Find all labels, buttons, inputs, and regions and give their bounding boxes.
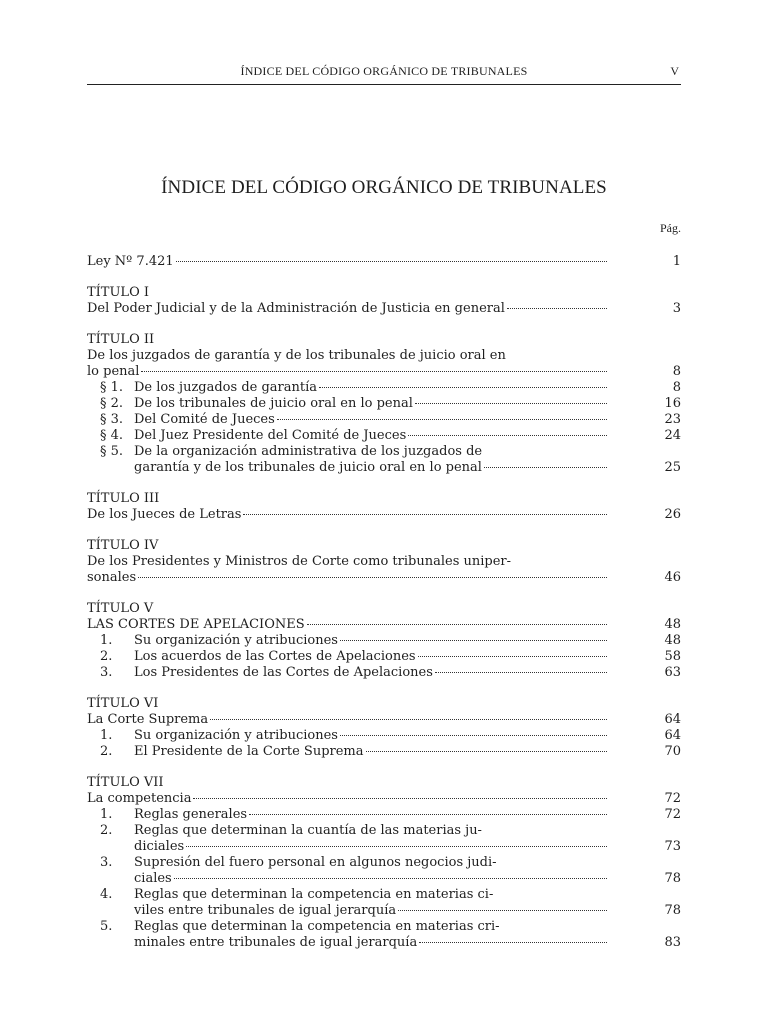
section-heading: TÍTULO VII [87, 775, 164, 790]
entry-page-number: 58 [664, 649, 681, 664]
toc-entry[interactable] [87, 348, 681, 380]
entry-number: 1. [100, 807, 113, 822]
entry-title: Del Comité de Jueces [134, 412, 275, 427]
toc-entry[interactable] [87, 887, 681, 919]
toc-entry[interactable] [87, 428, 681, 444]
entry-title: La Corte Suprema [87, 712, 209, 727]
toc-entry[interactable] [87, 823, 681, 855]
toc-section [87, 332, 681, 476]
toc-section [87, 775, 681, 951]
entry-text-line: De los juzgados de garantía y de los tribunales de juicio oral en [87, 348, 506, 363]
entry-page-number: 73 [664, 839, 681, 854]
entry-title: diciales [134, 839, 185, 854]
entry-page-number: 48 [664, 617, 681, 632]
entry-page-number: 72 [664, 791, 681, 806]
dot-leader [141, 371, 607, 372]
dot-leader [340, 640, 607, 641]
dot-leader [193, 798, 607, 799]
toc-entry[interactable] [87, 554, 681, 586]
entry-number: § 1. [100, 380, 124, 395]
entry-page-number: 25 [664, 460, 681, 475]
dot-leader [507, 308, 607, 309]
table-of-contents [87, 254, 681, 966]
entry-text-line: Reglas que determinan la competencia en materias cri- [134, 919, 500, 934]
entry-title: ciales [134, 871, 172, 886]
dot-leader [249, 814, 607, 815]
entry-title: viles entre tribunales de igual jerarquía [134, 903, 397, 918]
toc-entry[interactable] [87, 254, 681, 270]
running-header [87, 62, 681, 85]
entry-page-number: 72 [664, 807, 681, 822]
entry-title: garantía y de los tribunales de juicio oral en lo penal [134, 460, 482, 475]
entry-title: lo penal [87, 364, 140, 379]
entry-number: 4. [100, 887, 113, 902]
entry-number: 2. [100, 823, 113, 838]
toc-section [87, 285, 681, 317]
entry-title: De los tribunales de juicio oral en lo penal [134, 396, 413, 411]
dot-leader [243, 514, 607, 515]
dot-leader [435, 672, 607, 673]
toc-entry[interactable] [87, 617, 681, 633]
toc-entry[interactable] [87, 744, 681, 760]
toc-entry[interactable] [87, 633, 681, 649]
running-title: ÍNDICE DEL CÓDIGO ORGÁNICO DE TRIBUNALES [240, 64, 528, 78]
entry-number: § 2. [100, 396, 124, 411]
entry-number: 2. [100, 649, 113, 664]
entry-page-number: 26 [664, 507, 681, 522]
entry-title: De los Jueces de Letras [87, 507, 242, 522]
entry-number: 5. [100, 919, 113, 934]
entry-page-number: 3 [672, 301, 681, 316]
entry-title: minales entre tribunales de igual jerarquía [134, 935, 418, 950]
section-heading: TÍTULO I [87, 285, 149, 300]
section-heading: TÍTULO III [87, 491, 160, 506]
dot-leader [415, 403, 607, 404]
entry-number: § 5. [100, 444, 124, 459]
entry-title: sonales [87, 570, 137, 585]
toc-entry[interactable] [87, 649, 681, 665]
entry-number: 3. [100, 665, 113, 680]
entry-page-number: 64 [664, 728, 681, 743]
dot-leader [186, 846, 607, 847]
toc-section [87, 696, 681, 760]
entry-number: 2. [100, 744, 113, 759]
dot-leader [307, 624, 607, 625]
entry-title: Los acuerdos de las Cortes de Apelaciones [134, 649, 416, 664]
section-heading: TÍTULO II [87, 332, 155, 347]
entry-page-number: 63 [664, 665, 681, 680]
entry-title: Del Juez Presidente del Comité de Jueces [134, 428, 407, 443]
entry-page-number: 70 [664, 744, 681, 759]
entry-page-number: 16 [664, 396, 681, 411]
entry-title: Reglas generales [134, 807, 248, 822]
entry-title: Su organización y atribuciones [134, 728, 338, 743]
toc-entry[interactable] [87, 507, 681, 523]
toc-section [87, 491, 681, 523]
toc-entry[interactable] [87, 791, 681, 807]
page-column-label: Pág. [660, 221, 681, 235]
dot-leader [419, 942, 607, 943]
entry-text-line: Supresión del fuero personal en algunos negocios judi- [134, 855, 497, 870]
entry-title: Su organización y atribuciones [134, 633, 338, 648]
toc-entry[interactable] [87, 412, 681, 428]
entry-number: 1. [100, 633, 113, 648]
dot-leader [366, 751, 607, 752]
entry-title: LAS CORTES DE APELACIONES [87, 617, 305, 632]
toc-entry[interactable] [87, 396, 681, 412]
section-heading: TÍTULO VI [87, 696, 159, 711]
entry-title: De los juzgados de garantía [134, 380, 318, 395]
toc-entry[interactable] [87, 444, 681, 476]
toc-entry[interactable] [87, 728, 681, 744]
entry-page-number: 8 [672, 380, 681, 395]
entry-number: 1. [100, 728, 113, 743]
entry-page-number: 83 [664, 935, 681, 950]
toc-entry[interactable] [87, 712, 681, 728]
entry-title: El Presidente de la Corte Suprema [134, 744, 364, 759]
section-heading: TÍTULO V [87, 601, 154, 616]
entry-page-number: 46 [664, 570, 681, 585]
dot-leader [484, 467, 607, 468]
toc-entry[interactable] [87, 301, 681, 317]
entry-page-number: 8 [672, 364, 681, 379]
entry-page-number: 24 [664, 428, 681, 443]
entry-page-number: 48 [664, 633, 681, 648]
entry-page-number: 78 [664, 903, 681, 918]
dot-leader [340, 735, 607, 736]
entry-number: 3. [100, 855, 113, 870]
entry-number: § 3. [100, 412, 124, 427]
dot-leader [319, 387, 607, 388]
toc-section [87, 538, 681, 586]
toc-entry[interactable] [87, 380, 681, 396]
toc-entry[interactable] [87, 807, 681, 823]
toc-section [87, 254, 681, 270]
entry-page-number: 1 [672, 254, 681, 269]
entry-title: Los Presidentes de las Cortes de Apelaciones [134, 665, 433, 680]
entry-text-line: De la organización administrativa de los juzgados de [134, 444, 483, 459]
toc-entry[interactable] [87, 919, 681, 951]
toc-entry[interactable] [87, 665, 681, 681]
entry-page-number: 64 [664, 712, 681, 727]
entry-title: Ley Nº 7.421 [87, 254, 174, 269]
dot-leader [408, 435, 607, 436]
dot-leader [277, 419, 607, 420]
entry-page-number: 23 [664, 412, 681, 427]
dot-leader [398, 910, 607, 911]
toc-entry[interactable] [87, 855, 681, 887]
entry-page-number: 78 [664, 871, 681, 886]
dot-leader [138, 577, 607, 578]
entry-text-line: De los Presidentes y Ministros de Corte como tribunales uniper- [87, 554, 512, 569]
page-title: ÍNDICE DEL CÓDIGO ORGÁNICO DE TRIBUNALES [161, 177, 607, 198]
dot-leader [176, 261, 607, 262]
entry-text-line: Reglas que determinan la cuantía de las materias ju- [134, 823, 482, 838]
dot-leader [210, 719, 607, 720]
toc-section [87, 601, 681, 681]
entry-title: La competencia [87, 791, 192, 806]
section-heading: TÍTULO IV [87, 538, 159, 553]
entry-title: Del Poder Judicial y de la Administración de Justicia en general [87, 301, 505, 316]
page-numeral: V [670, 64, 679, 78]
entry-number: § 4. [100, 428, 124, 443]
entry-text-line: Reglas que determinan la competencia en materias ci- [134, 887, 494, 902]
dot-leader [418, 656, 607, 657]
dot-leader [174, 878, 607, 879]
